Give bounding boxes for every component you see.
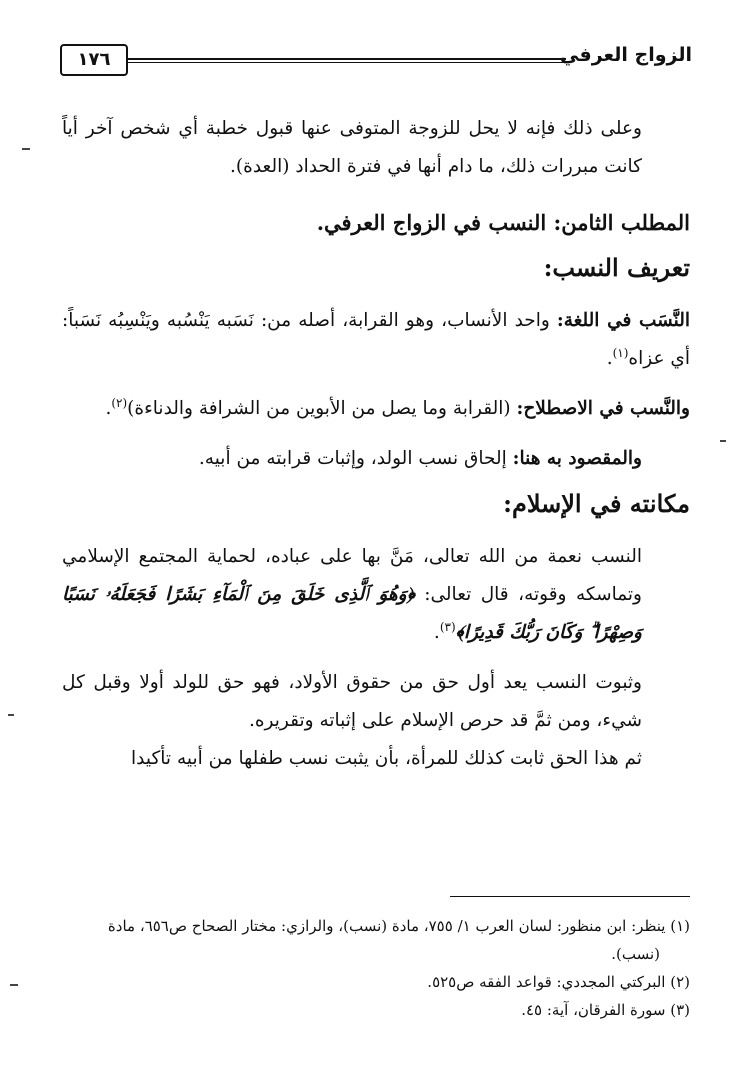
- technical-text: (القرابة وما يصل من الأبوين من الشرافة والدناءة): [127, 398, 511, 419]
- meaning-text: إلحاق نسب الولد، وإثبات قرابته من أبيه.: [198, 448, 507, 469]
- paragraph-status: النسب نعمة من الله تعالى، مَنَّ بها على عباده، لحماية المجتمع الإسلامي وتماسكه وقوته، قال تعالى: ﴿وَهُوَ ٱلَّذِى خَلَقَ مِنَ ٱلْمَآءِ بَشَرًا فَجَعَلَهُۥ نَسَبًا وَصِهْرًا ۗ وَكَانَ رَبُّكَ قَدِيرًا﴾$^{(٣)}$.: [62, 546, 642, 643]
- paragraph-proof: وثبوت النسب يعد أول حق من حقوق الأولاد، فهو حق للولد أولا وقبل كل شيء، ومن ثمَّ قد حرص الإسلام على إثباته وتقريره.: [62, 672, 642, 731]
- quran-verse: ﴿وَهُوَ ٱلَّذِى خَلَقَ مِنَ ٱلْمَآءِ بَشَرًا فَجَعَلَهُۥ نَسَبًا وَصِهْرًا ۗ وَكَانَ رَبُّكَ قَدِيرًا﴾: [62, 584, 642, 643]
- paragraph-meaning: [62, 440, 690, 478]
- footnote-1: (١) ينظر: ابن منظور: لسان العرب ١/ ٧٥٥، مادة (نسب)، والرازي: مختار الصحاح ص٦٥٦، مادة: [107, 917, 690, 935]
- margin-scan-mark: [8, 714, 14, 716]
- footnote-separator: [450, 896, 690, 897]
- footnote-ref-2[interactable]: (٢): [111, 395, 128, 410]
- margin-scan-mark: [10, 984, 18, 986]
- main-text: [62, 110, 690, 778]
- paragraph-linguistic: النَّسَب في اللغة: واحد الأنساب، وهو القرابة، أصله من: نَسَبه يَنْسُبه ويَنْسِبُه نَسَباً: أي عزاه$^{(١)}$.: [62, 310, 691, 369]
- status-text: النسب نعمة من الله تعالى، مَنَّ بها على عباده، لحماية المجتمع الإسلامي وتماسكه وقوته، قال تعالى:: [62, 546, 642, 605]
- header-rule: [128, 58, 566, 63]
- footnote-2: (٢) البركتي المجددي: قواعد الفقه ص٥٢٥.: [427, 973, 690, 991]
- footnote-ref-1[interactable]: (١): [612, 345, 629, 360]
- paragraph-woman-right: ثم هذا الحق ثابت كذلك للمرأة، بأن يثبت نسب طفلها من أبيه تأكيدا: [131, 748, 642, 769]
- footnote-3: (٣) سورة الفرقان، آية: ٤٥.: [521, 1001, 690, 1019]
- linguistic-text: واحد الأنساب، وهو القرابة، أصله من: نَسَبه يَنْسُبه ويَنْسِبُه نَسَباً: أي عزاه: [62, 310, 690, 369]
- linguistic-term: النَّسَب في اللغة:: [556, 310, 691, 331]
- section-heading: المطلب الثامن: النسب في الزواج العرفي.: [316, 210, 690, 235]
- footnotes: [62, 912, 690, 1024]
- definition-heading: تعريف النسب:: [543, 253, 690, 282]
- margin-scan-mark: [720, 440, 726, 442]
- page-number: ١٧٦: [60, 44, 128, 76]
- meaning-term: والمقصود به هنا:: [512, 448, 642, 469]
- footnote-1-continued: (نسب).: [611, 945, 660, 963]
- paragraph-technical: والنَّسب في الاصطلاح: (القرابة وما يصل من الأبوين من الشرافة والدناءة)$^{(٢)}$.: [105, 395, 690, 419]
- running-title: الزواج العرفي: [560, 44, 692, 66]
- status-heading: مكانته في الإسلام:: [503, 489, 690, 518]
- page-header: [60, 44, 692, 78]
- footnote-ref-3[interactable]: (٣): [439, 619, 456, 634]
- paragraph-mourning: وعلى ذلك فإنه لا يحل للزوجة المتوفى عنها قبول خطبة أي شخص آخر أياً كانت مبررات ذلك، ما دام أنها في فترة الحداد (العدة).: [62, 118, 642, 177]
- margin-scan-mark: [22, 148, 30, 150]
- technical-term: والنَّسب في الاصطلاح:: [516, 398, 690, 419]
